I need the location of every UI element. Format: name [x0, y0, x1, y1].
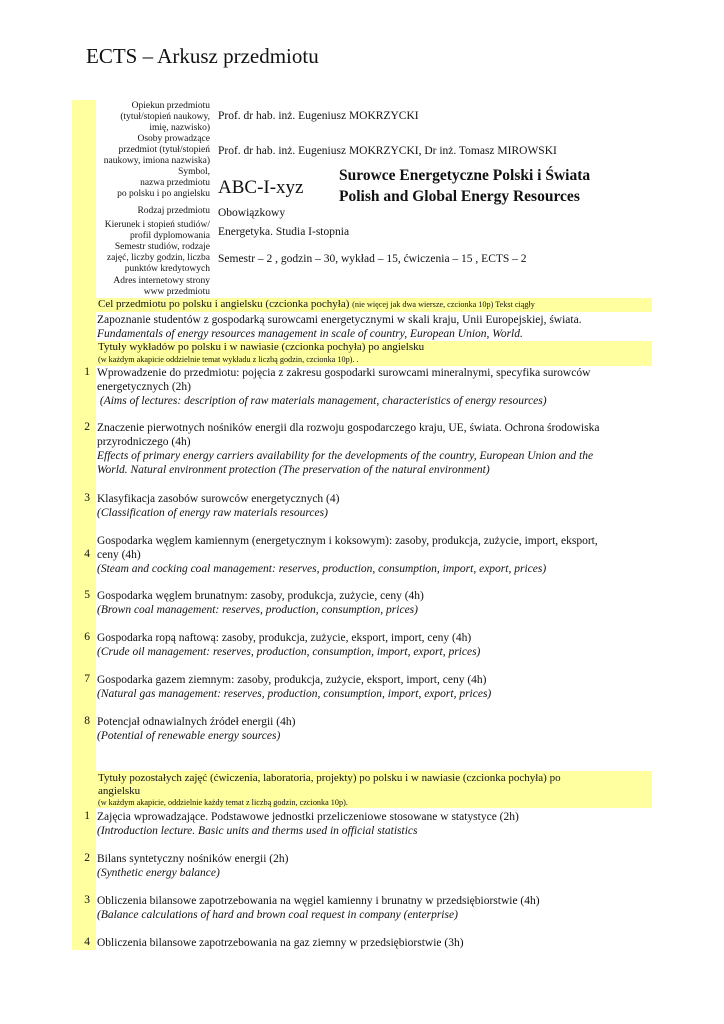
lecture-item [97, 589, 637, 617]
lecture-number: 3 [84, 492, 90, 504]
other-note: (w każdym akapicie, oddzielnie każdy temat z liczbą godzin, czcionka 10p). [98, 798, 348, 807]
course-name-pl: Surowce Energetyczne Polski i Świata [339, 167, 591, 184]
other-title-en: (Balance calculations of hard and brown coal request in company (enterprise) [97, 909, 458, 921]
lectures-note: (w każdym akapicie oddzielnie temat wykładu z liczbą godzin, czcionka 10p). . [98, 355, 359, 364]
lecture-title-pl: Klasyfikacja zasobów surowców energetycznych (4) [97, 493, 340, 505]
other-number: 2 [84, 852, 90, 864]
course-name-en: Polish and Global Energy Resources [339, 188, 580, 205]
lecture-title-en: (Crude oil management: reserves, production, consumption, import, export, prices) [97, 646, 481, 658]
other-item [97, 936, 637, 950]
other-heading: Tytuły pozostałych zajęć (ćwiczenia, laboratoria, projekty) po polsku i w nawiasie (czcionka pochyła) po angielsku [98, 772, 561, 797]
lecture-title-pl: Znaczenie pierwotnych nośników energii dla rozwoju gospodarczego kraju, UE, świata. Ochrona środowiska [97, 422, 600, 434]
lecture-title-pl: ceny (4h) [97, 549, 141, 561]
lecture-item [97, 366, 637, 408]
value-osoby: Prof. dr hab. inż. Eugeniusz MOKRZYCKI, Dr inż. Tomasz MIROWSKI [218, 145, 557, 157]
label-kierunek: Kierunek i stopień studiów/ profil dyplomowania [104, 220, 210, 241]
lectures-heading: Tytuły wykładów po polsku i w nawiasie (czcionka pochyła) po angielsku [98, 341, 425, 353]
other-item [97, 852, 637, 880]
label-symbol: Symbol, nazwa przedmiotu po polsku i po angielsku [117, 167, 210, 199]
other-title-pl: Bilans syntetyczny nośników energii (2h) [97, 853, 289, 865]
lecture-title-en: World. Natural environment protection (The preservation of the natural environment) [97, 464, 490, 476]
lecture-title-pl: Potencjał odnawialnych źródeł energii (4h) [97, 716, 296, 728]
other-number: 4 [84, 936, 90, 948]
lecture-title-en: Effects of primary energy carriers availability for the developments of the country, European Union and the [97, 450, 594, 462]
lecture-number: 1 [84, 366, 90, 378]
lecture-title-pl: Gospodarka węglem kamiennym (energetycznym i koksowym): zasoby, produkcja, zużycie, import, eksport, [97, 535, 598, 547]
lecture-title-pl: energetycznych (2h) [97, 381, 191, 393]
lecture-item [97, 673, 637, 701]
other-title-pl: Zajęcia wprowadzające. Podstawowe jednostki przeliczeniowe stosowane w statystyce (2h) [97, 811, 519, 823]
lecture-title-pl: przyrodniczego (4h) [97, 436, 191, 448]
lecture-title-en: (Potential of renewable energy sources) [97, 730, 281, 742]
lecture-number: 4 [84, 548, 90, 560]
lecture-title-en: (Natural gas management: reserves, production, consumption, import, export, prices) [97, 688, 492, 700]
other-title-pl: Obliczenia bilansowe zapotrzebowania na węgiel kamienny i brunatny w przedsiębiorstwie (4h) [97, 895, 540, 907]
lecture-number: 8 [84, 715, 90, 727]
value-rodzaj: Obowiązkowy [218, 207, 286, 219]
label-osoby: Osoby prowadzące przedmiot (tytuł/stopień naukowy, imiona nazwiska) [103, 134, 210, 166]
lecture-title-pl: Gospodarka węglem brunatnym: zasoby, produkcja, zużycie, ceny (4h) [97, 590, 424, 602]
label-opiekun: Opiekun przedmiotu (tytuł/stopień naukowy, imię, nazwisko) [120, 101, 210, 133]
lecture-number: 6 [84, 631, 90, 643]
label-semestr: Semestr studiów, rodzaje zajęć, liczby godzin, liczba punktów kredytowych [106, 242, 210, 274]
cel-heading: Cel przedmiotu po polsku i angielsku (czcionka pochyła) (nie więcej jak dwa wiersze, czcionka 10p) Tekst ciągły [98, 298, 535, 310]
lecture-title-pl: Gospodarka ropą naftową: zasoby, produkcja, zużycie, eksport, import, ceny (4h) [97, 632, 472, 644]
other-item [97, 894, 637, 922]
label-adres: Adres internetowy strony www przedmiotu [113, 276, 210, 297]
page-title: ECTS – Arkusz przedmiotu [86, 44, 319, 68]
lecture-item [97, 631, 637, 659]
lecture-item [97, 534, 637, 576]
lecture-title-en: (Classification of energy raw materials resources) [97, 507, 328, 519]
lecture-title-en: (Aims of lectures: description of raw materials management, characteristics of energy resources) [97, 395, 547, 407]
value-opiekun: Prof. dr hab. inż. Eugeniusz MOKRZYCKI [218, 110, 419, 122]
lecture-number: 7 [84, 673, 90, 685]
lecture-title-en: (Brown coal management: reserves, production, consumption, prices) [97, 604, 418, 616]
other-item [97, 810, 637, 838]
lecture-item [97, 715, 637, 743]
other-title-pl: Obliczenia bilansowe zapotrzebowania na gaz ziemny w przedsiębiorstwie (3h) [97, 937, 464, 949]
value-semestr: Semestr – 2 , godzin – 30, wykład – 15, ćwiczenia – 15 , ECTS – 2 [218, 253, 527, 265]
cel-pl: Zapoznanie studentów z gospodarką surowcami energetycznymi w skali kraju, Unii Europejskiej, świata. [97, 314, 582, 326]
lecture-number: 5 [84, 589, 90, 601]
other-number: 3 [84, 894, 90, 906]
other-title-en: (Synthetic energy balance) [97, 867, 220, 879]
lecture-title-pl: Gospodarka gazem ziemnym: zasoby, produkcja, zużycie, eksport, import, ceny (4h) [97, 674, 487, 686]
lecture-title-pl: Wprowadzenie do przedmiotu: pojęcia z zakresu gospodarki surowcami mineralnymi, specyfika surowców [97, 367, 591, 379]
value-kierunek: Energetyka. Studia I-stopnia [218, 226, 350, 238]
other-title-en: (Introduction lecture. Basic units and therms used in official statistics [97, 825, 418, 837]
lecture-title-en: (Steam and cocking coal management: reserves, production, consumption, import, export, prices) [97, 563, 547, 575]
lecture-item [97, 492, 637, 520]
cel-en: Fundamentals of energy resources management in scale of country, European Union, World. [97, 328, 523, 340]
label-rodzaj: Rodzaj przedmiotu [137, 206, 210, 216]
lecture-item [97, 421, 637, 477]
lecture-number: 2 [84, 421, 90, 433]
value-symbol: ABC-I-xyz [218, 177, 304, 198]
other-number: 1 [84, 810, 90, 822]
